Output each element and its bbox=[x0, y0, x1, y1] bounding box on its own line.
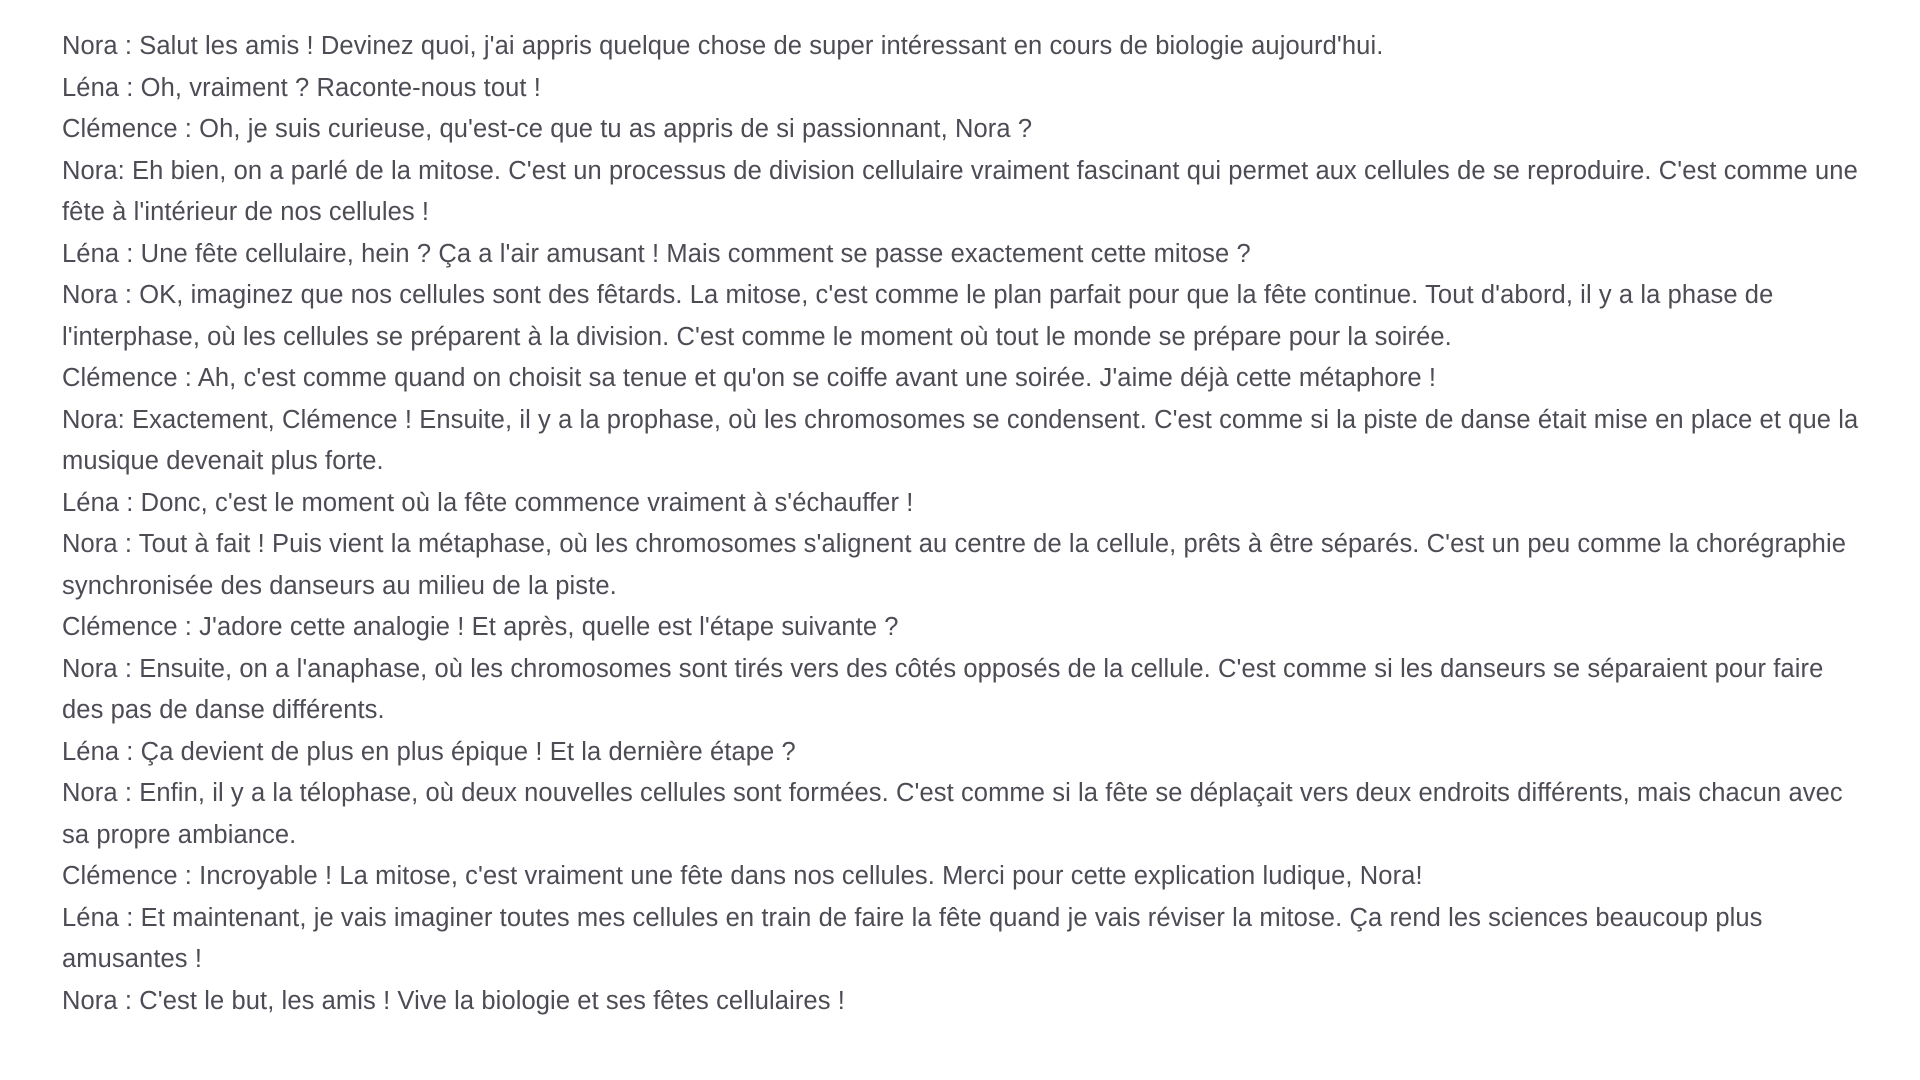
dialogue-line: Nora : Enfin, il y a la télophase, où deux nouvelles cellules sont formées. C'est comme si la fête se déplaçait vers deux endroits différents, mais chacun avec sa propre ambiance. bbox=[62, 779, 1843, 849]
dialogue-transcript bbox=[62, 26, 1880, 1022]
dialogue-line: Léna : Et maintenant, je vais imaginer toutes mes cellules en train de faire la fête quand je vais réviser la mitose. Ça rend les sciences beaucoup plus amusantes ! bbox=[62, 903, 1763, 973]
dialogue-line: Nora: Eh bien, on a parlé de la mitose. C'est un processus de division cellulaire vraiment fascinant qui permet aux cellules de se reproduire. C'est comme une fête à l'intérieur de nos cellules ! bbox=[62, 156, 1858, 226]
dialogue-line: Léna : Oh, vraiment ? Raconte-nous tout ! bbox=[62, 73, 541, 102]
dialogue-line: Nora : OK, imaginez que nos cellules sont des fêtards. La mitose, c'est comme le plan parfait pour que la fête continue. Tout d'abord, il y a la phase de l'interphase, où les cellules se préparent à la division. C'est comme le moment où tout le monde se prépare pour la soirée. bbox=[62, 281, 1774, 351]
dialogue-line: Nora : Tout à fait ! Puis vient la métaphase, où les chromosomes s'alignent au centre de la cellule, prêts à être séparés. C'est un peu comme la chorégraphie synchronisée des danseurs au milieu de la piste. bbox=[62, 530, 1847, 600]
dialogue-line: Clémence : Ah, c'est comme quand on choisit sa tenue et qu'on se coiffe avant une soirée. J'aime déjà cette métaphore ! bbox=[62, 364, 1437, 392]
dialogue-line: Clémence : J'adore cette analogie ! Et après, quelle est l'étape suivante ? bbox=[62, 613, 899, 641]
dialogue-line: Léna : Ça devient de plus en plus épique ! Et la dernière étape ? bbox=[62, 737, 796, 766]
dialogue-line: Léna : Une fête cellulaire, hein ? Ça a l'air amusant ! Mais comment se passe exactement cette mitose ? bbox=[62, 239, 1251, 268]
dialogue-line: Nora: Exactement, Clémence ! Ensuite, il y a la prophase, où les chromosomes se condensent. C'est comme si la piste de danse était mise en place et que la musique devenait plus forte. bbox=[62, 405, 1859, 475]
dialogue-line: Nora : Ensuite, on a l'anaphase, où les chromosomes sont tirés vers des côtés opposés de la cellule. C'est comme si les danseurs se séparaient pour faire des pas de danse différents. bbox=[62, 654, 1824, 724]
dialogue-line: Léna : Donc, c'est le moment où la fête commence vraiment à s'échauffer ! bbox=[62, 488, 914, 517]
dialogue-line: Nora : C'est le but, les amis ! Vive la biologie et ses fêtes cellulaires ! bbox=[62, 986, 845, 1015]
dialogue-line: Nora : Salut les amis ! Devinez quoi, j'ai appris quelque chose de super intéressant en cours de biologie aujourd'hui. bbox=[62, 32, 1384, 60]
dialogue-line: Clémence : Incroyable ! La mitose, c'est vraiment une fête dans nos cellules. Merci pour cette explication ludique, Nora! bbox=[62, 862, 1423, 890]
dialogue-line: Clémence : Oh, je suis curieuse, qu'est-ce que tu as appris de si passionnant, Nora ? bbox=[62, 115, 1033, 143]
